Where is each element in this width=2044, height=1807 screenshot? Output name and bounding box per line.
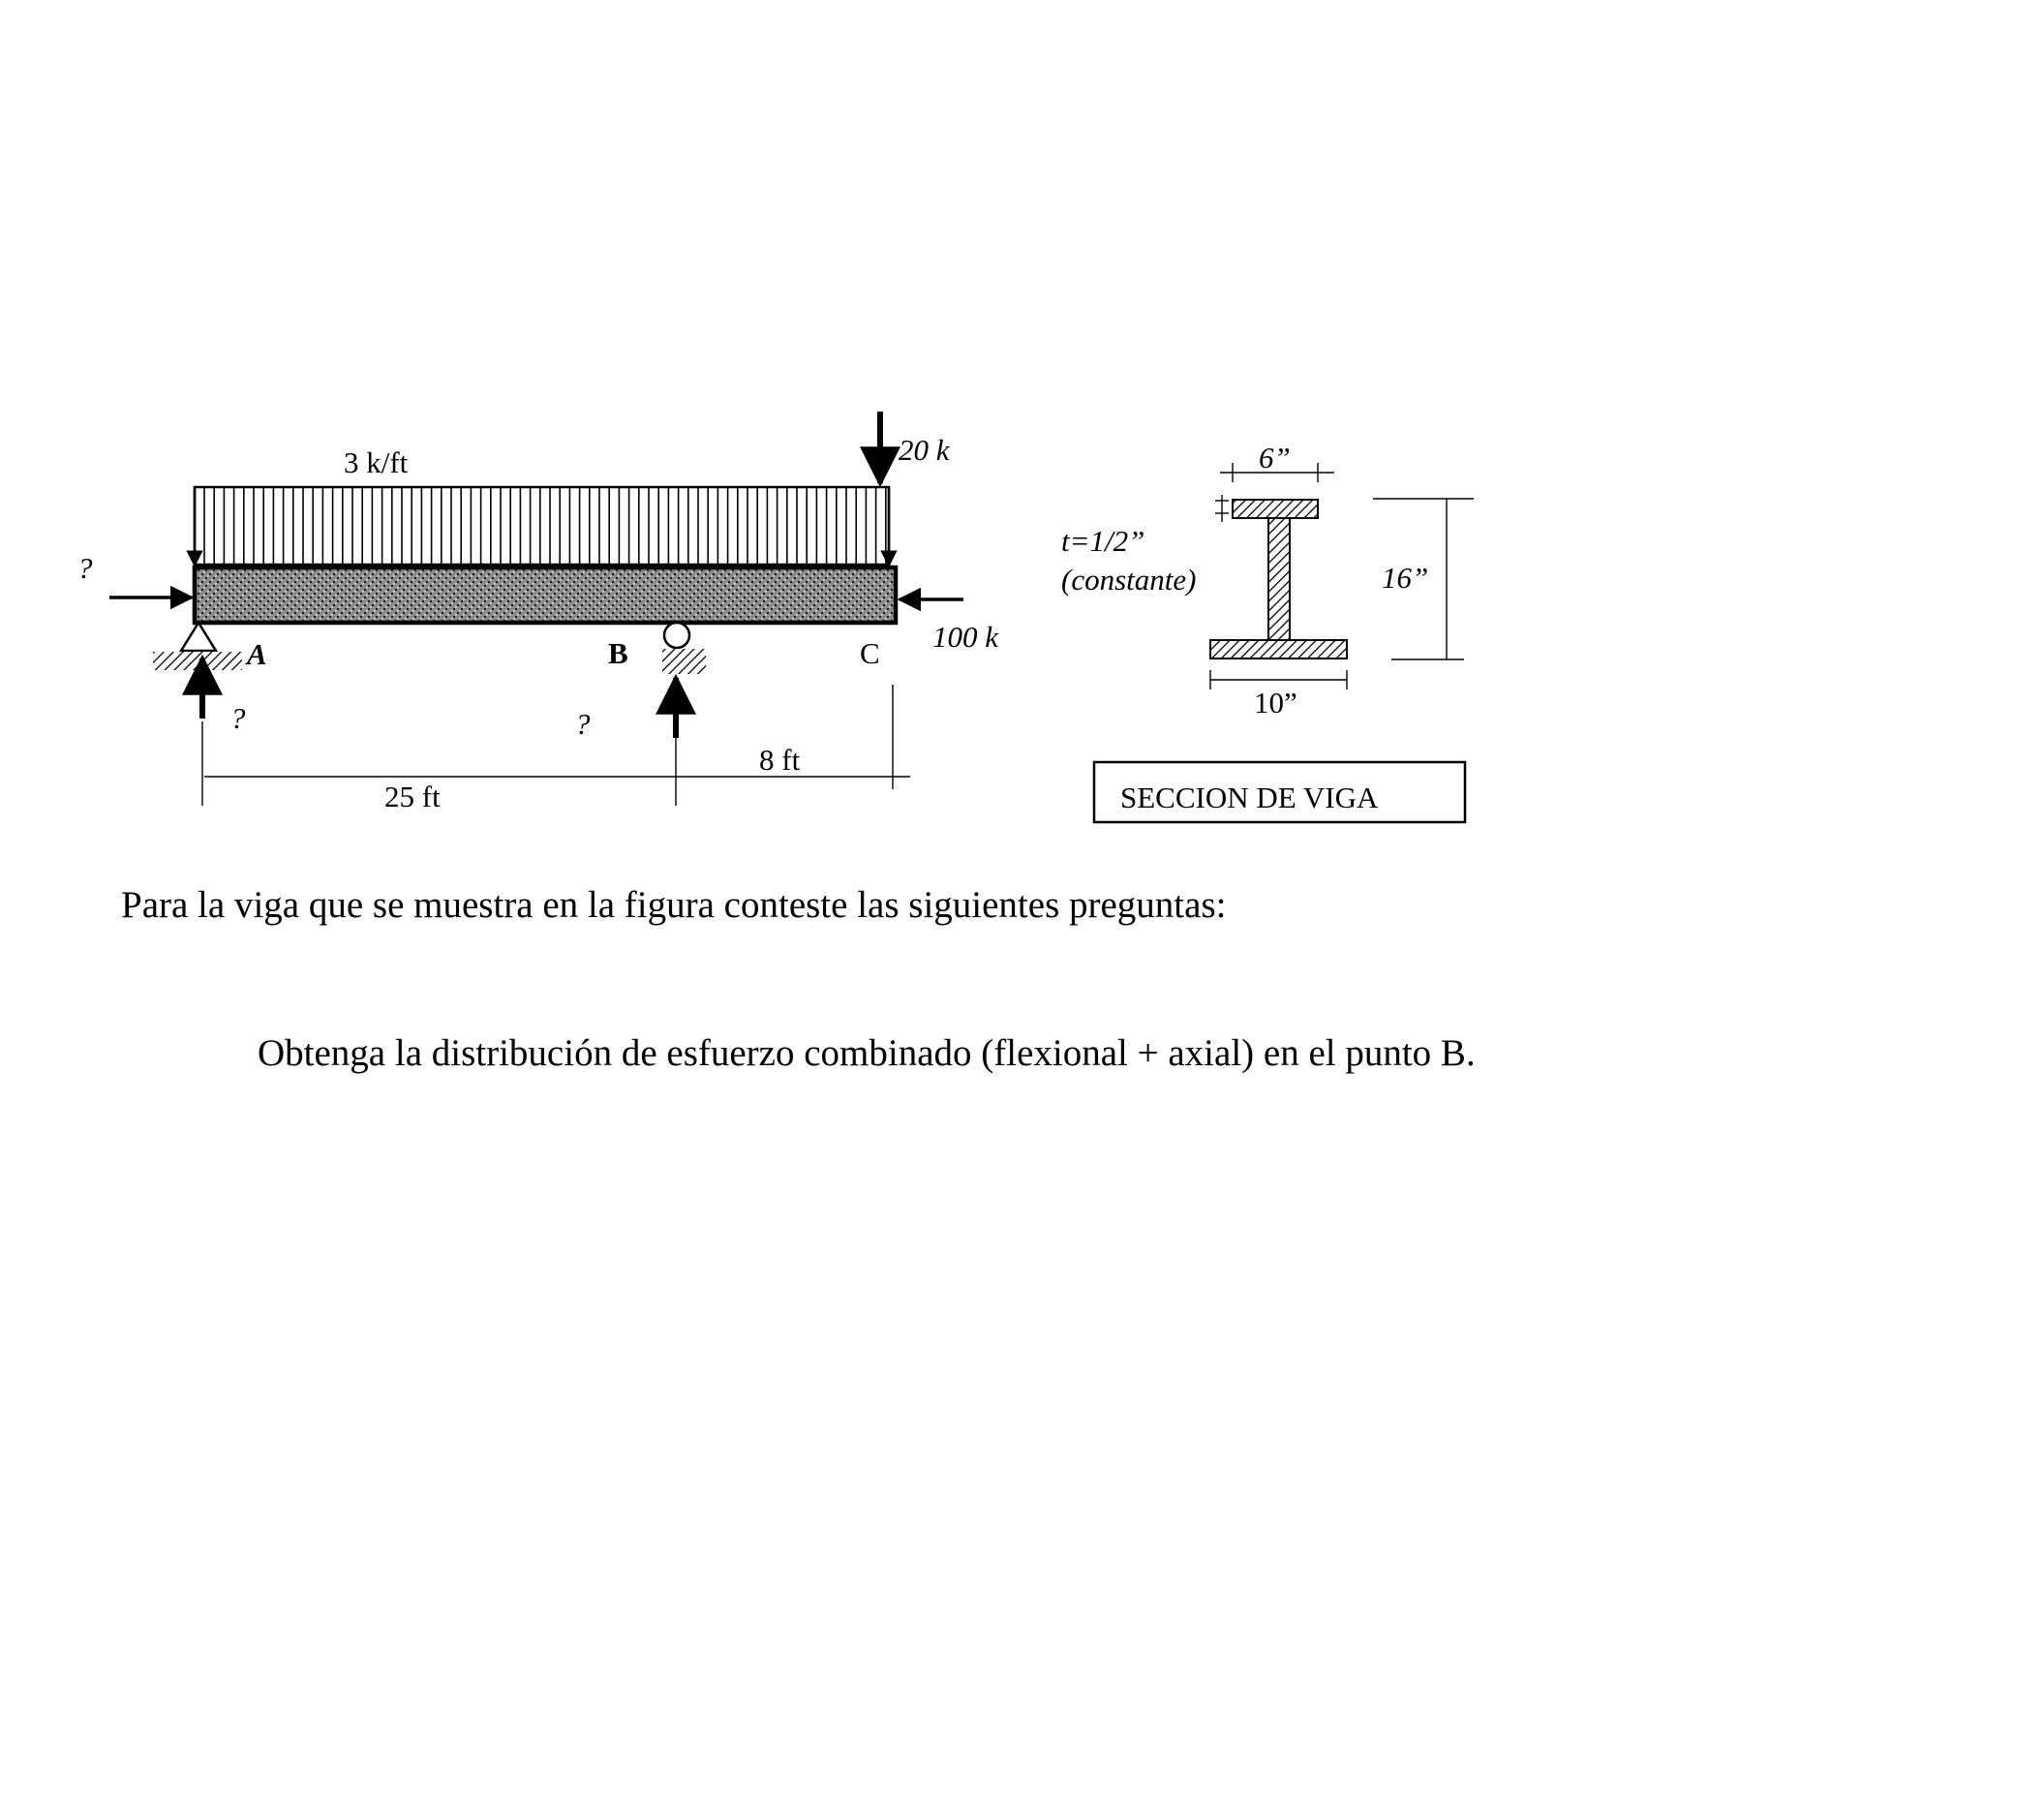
- section-title: SECCION DE VIGA: [1120, 781, 1379, 814]
- dimension-ab-label: 25 ft: [384, 780, 441, 813]
- point-load-label: 20 k: [899, 433, 950, 467]
- thickness-label: t=1/2”: [1061, 524, 1145, 558]
- point-c-label: C: [860, 636, 880, 670]
- beam-diagram: [77, 412, 999, 813]
- thickness-note-label: (constante): [1061, 563, 1197, 597]
- reaction-a-unknown: ?: [230, 701, 246, 735]
- intro-text: Para la viga que se muestra en la figura conteste las siguientes preguntas:: [121, 884, 1227, 926]
- bottom-flange-width-label: 10”: [1254, 686, 1297, 720]
- distributed-load: [195, 487, 889, 566]
- dimension-lines: [202, 685, 910, 806]
- point-a-label: A: [247, 637, 267, 671]
- height-label: 16”: [1382, 561, 1429, 595]
- i-beam-section: [1061, 441, 1474, 822]
- pin-support-a: [153, 623, 242, 670]
- point-b-label: B: [608, 636, 628, 670]
- question-text: Obtenga la distribución de esfuerzo combinado (flexional + axial) en el punto B.: [258, 1032, 1476, 1074]
- web: [1268, 518, 1290, 640]
- top-flange-width-label: 6”: [1259, 441, 1291, 475]
- reaction-b-unknown: ?: [575, 707, 591, 741]
- left-axial-unknown: ?: [77, 551, 93, 585]
- roller-support-b: [662, 623, 706, 674]
- distributed-load-label: 3 k/ft: [344, 445, 409, 479]
- beam: [195, 567, 896, 623]
- axial-load-label: 100 k: [932, 620, 999, 654]
- dimension-bc-label: 8 ft: [759, 743, 801, 777]
- top-flange: [1233, 500, 1318, 518]
- bottom-flange: [1210, 640, 1347, 658]
